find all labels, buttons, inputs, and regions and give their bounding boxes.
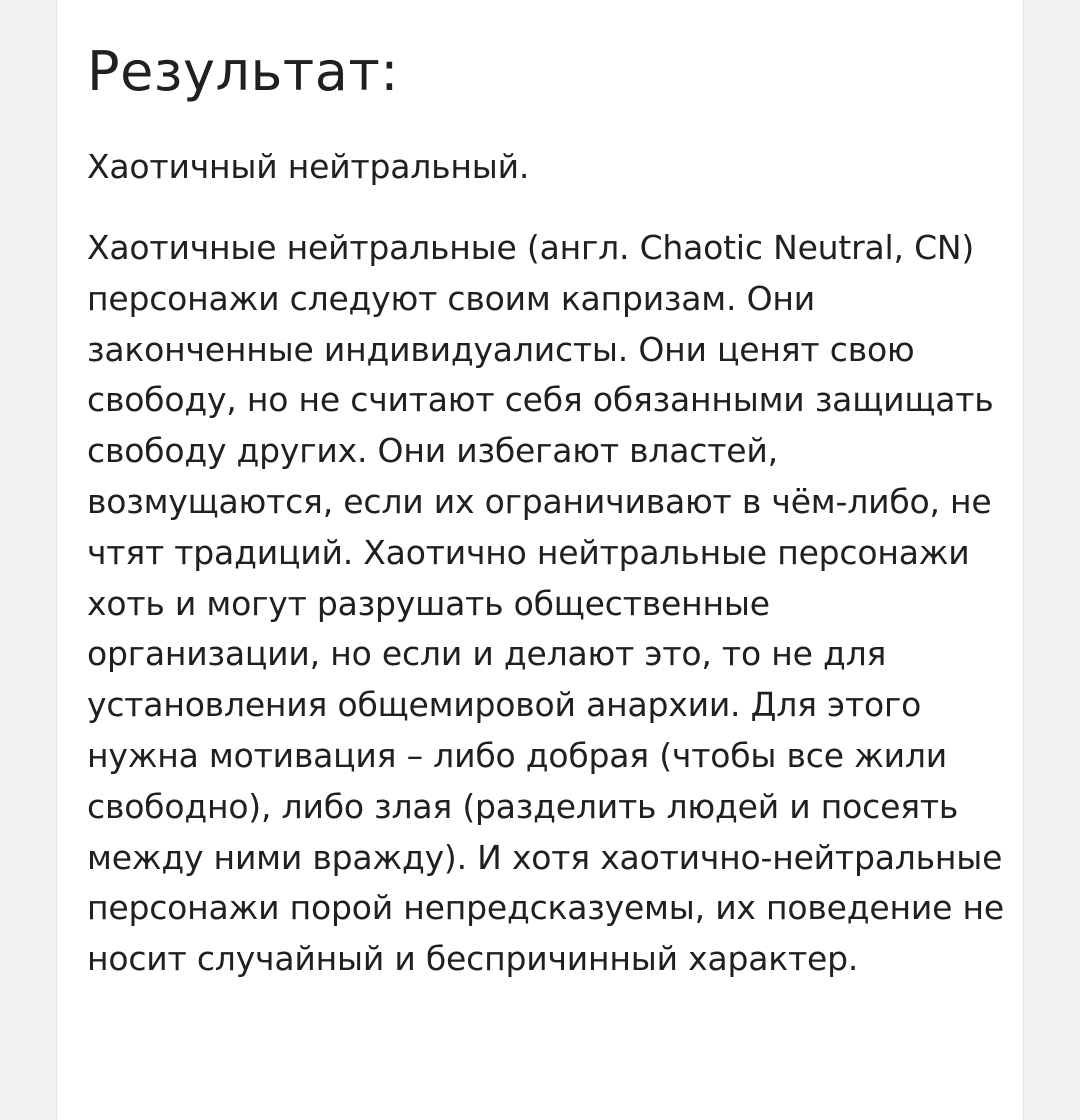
result-description: Хаотичные нейтральные (англ. Chaotic Neutral, CN) персонажи следуют своим капризам. Они законченные индивидуалисты. Они ценят свою свободу, но не считают себя обязанными защищать свободу других. Они избегают властей, возмущаются, если их ограничивают в чём-либо, не чтят традиций. Хаотично нейтральные персонажи хоть и могут разрушать общественные организации, но если и делают это, то не для установления общемировой анархии. Для этого нужна мотивация – либо добрая (чтобы все жили свободно), либо злая (разделить людей и посеять между ними вражду). И хотя хаотично-нейтральные персонажи порой непредсказуемы, их поведение не носит случайный и беспричинный характер. — [87, 228, 1004, 979]
result-value: Хаотичный нейтральный. — [87, 147, 530, 186]
result-heading: Результат: — [87, 40, 399, 103]
result-card — [56, 0, 1024, 1120]
card-content — [87, 32, 1007, 985]
